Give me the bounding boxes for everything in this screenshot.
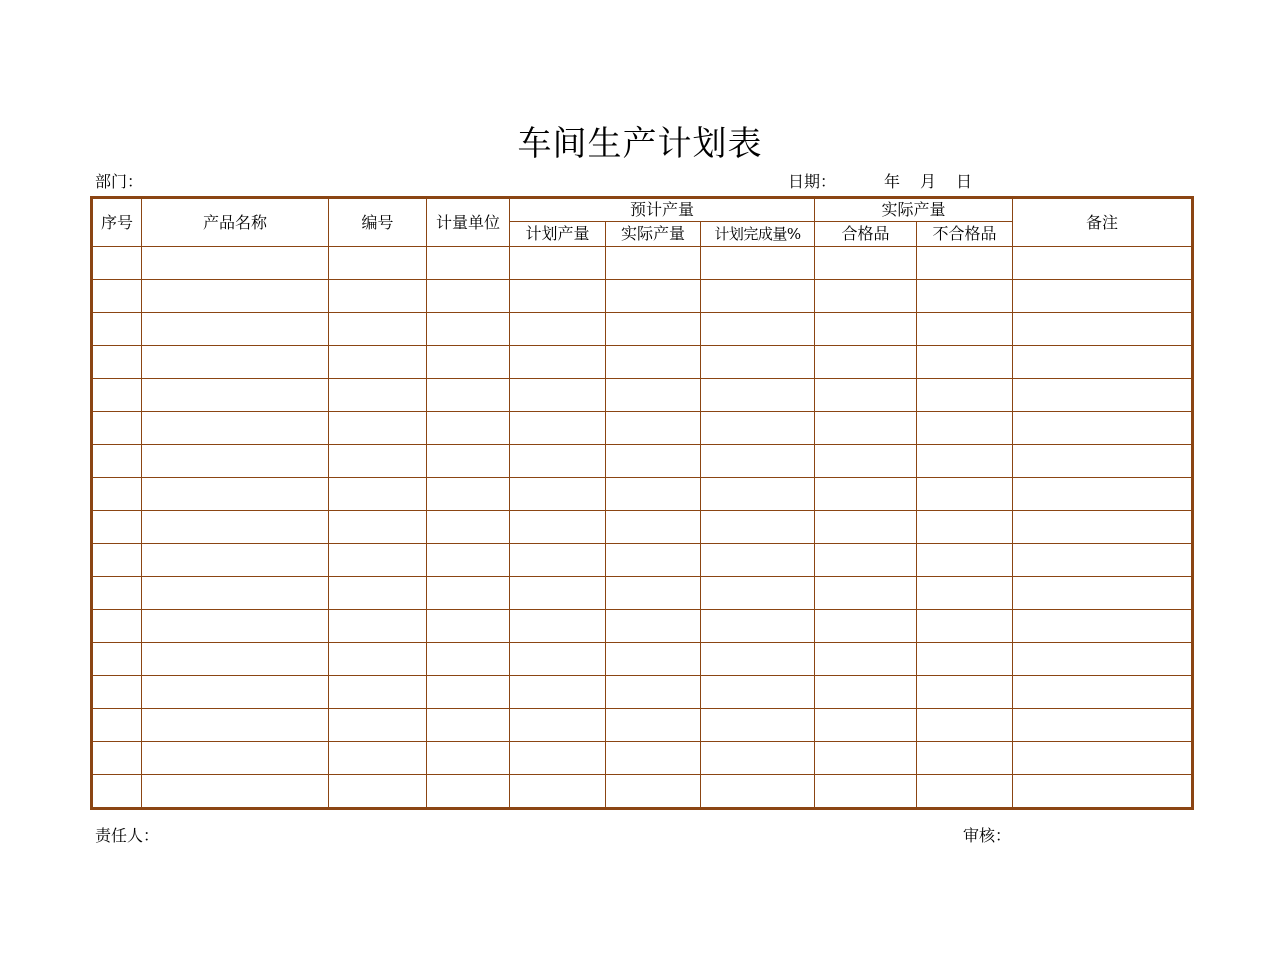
cell-product-name[interactable] xyxy=(142,742,329,775)
cell-unqualified[interactable] xyxy=(917,742,1013,775)
cell-completion-rate[interactable] xyxy=(701,445,815,478)
cell-unit[interactable] xyxy=(427,676,510,709)
cell-qualified[interactable] xyxy=(815,676,917,709)
cell-qualified[interactable] xyxy=(815,610,917,643)
cell-unit[interactable] xyxy=(427,346,510,379)
cell-remarks[interactable] xyxy=(1013,445,1193,478)
cell-unit[interactable] xyxy=(427,313,510,346)
cell-product-name[interactable] xyxy=(142,577,329,610)
cell-actual-output[interactable] xyxy=(606,379,701,412)
cell-completion-rate[interactable] xyxy=(701,676,815,709)
table-row xyxy=(92,775,1193,809)
cell-code[interactable] xyxy=(329,742,427,775)
table-row xyxy=(92,577,1193,610)
cell-qualified[interactable] xyxy=(815,775,917,809)
cell-unit[interactable] xyxy=(427,775,510,809)
header-remarks: 备注 xyxy=(1013,198,1193,247)
cell-planned-output[interactable] xyxy=(510,511,606,544)
cell-product-name[interactable] xyxy=(142,676,329,709)
cell-planned-output[interactable] xyxy=(510,709,606,742)
cell-actual-output[interactable] xyxy=(606,478,701,511)
cell-code[interactable] xyxy=(329,709,427,742)
owner-label: 责任人： xyxy=(95,826,160,845)
cell-code[interactable] xyxy=(329,346,427,379)
header-unqualified: 不合格品 xyxy=(917,222,1013,247)
cell-seq[interactable] xyxy=(92,643,142,676)
cell-completion-rate[interactable] xyxy=(701,412,815,445)
cell-remarks[interactable] xyxy=(1013,742,1193,775)
cell-remarks[interactable] xyxy=(1013,511,1193,544)
header-actual-output: 实际产量 xyxy=(606,222,701,247)
cell-seq[interactable] xyxy=(92,247,142,280)
cell-remarks[interactable] xyxy=(1013,313,1193,346)
cell-remarks[interactable] xyxy=(1013,775,1193,809)
header-planned-output: 计划产量 xyxy=(510,222,606,247)
cell-qualified[interactable] xyxy=(815,280,917,313)
cell-completion-rate[interactable] xyxy=(701,577,815,610)
cell-unqualified[interactable] xyxy=(917,313,1013,346)
cell-actual-output[interactable] xyxy=(606,247,701,280)
cell-unit[interactable] xyxy=(427,544,510,577)
cell-completion-rate[interactable] xyxy=(701,775,815,809)
review-label: 审核： xyxy=(963,826,1012,845)
cell-actual-output[interactable] xyxy=(606,412,701,445)
cell-completion-rate[interactable] xyxy=(701,709,815,742)
cell-seq[interactable] xyxy=(92,379,142,412)
cell-unqualified[interactable] xyxy=(917,544,1013,577)
cell-actual-output[interactable] xyxy=(606,643,701,676)
cell-seq[interactable] xyxy=(92,577,142,610)
cell-remarks[interactable] xyxy=(1013,676,1193,709)
cell-product-name[interactable] xyxy=(142,709,329,742)
cell-remarks[interactable] xyxy=(1013,643,1193,676)
cell-unit[interactable] xyxy=(427,709,510,742)
cell-unit[interactable] xyxy=(427,280,510,313)
cell-unqualified[interactable] xyxy=(917,577,1013,610)
cell-seq[interactable] xyxy=(92,313,142,346)
production-plan-table xyxy=(90,196,1194,810)
cell-code[interactable] xyxy=(329,544,427,577)
cell-product-name[interactable] xyxy=(142,511,329,544)
table-row xyxy=(92,511,1193,544)
cell-product-name[interactable] xyxy=(142,379,329,412)
month-label: 月 xyxy=(920,172,937,191)
day-label: 日 xyxy=(956,172,973,191)
header-completion-rate: 计划完成量% xyxy=(701,222,815,247)
cell-unqualified[interactable] xyxy=(917,775,1013,809)
cell-actual-output[interactable] xyxy=(606,742,701,775)
cell-planned-output[interactable] xyxy=(510,346,606,379)
cell-remarks[interactable] xyxy=(1013,544,1193,577)
header-actual-group: 实际产量 xyxy=(815,198,1013,222)
cell-unqualified[interactable] xyxy=(917,709,1013,742)
table-row xyxy=(92,313,1193,346)
cell-planned-output[interactable] xyxy=(510,280,606,313)
table-row xyxy=(92,643,1193,676)
cell-unqualified[interactable] xyxy=(917,676,1013,709)
cell-product-name[interactable] xyxy=(142,313,329,346)
cell-qualified[interactable] xyxy=(815,643,917,676)
cell-product-name[interactable] xyxy=(142,280,329,313)
cell-product-name[interactable] xyxy=(142,478,329,511)
cell-code[interactable] xyxy=(329,379,427,412)
table-row xyxy=(92,412,1193,445)
table-row xyxy=(92,247,1193,280)
header-unit: 计量单位 xyxy=(427,198,510,247)
cell-unqualified[interactable] xyxy=(917,379,1013,412)
cell-planned-output[interactable] xyxy=(510,445,606,478)
cell-actual-output[interactable] xyxy=(606,577,701,610)
cell-remarks[interactable] xyxy=(1013,577,1193,610)
cell-planned-output[interactable] xyxy=(510,643,606,676)
cell-actual-output[interactable] xyxy=(606,775,701,809)
cell-planned-output[interactable] xyxy=(510,742,606,775)
table-row xyxy=(92,610,1193,643)
cell-unit[interactable] xyxy=(427,742,510,775)
table-row xyxy=(92,478,1193,511)
cell-planned-output[interactable] xyxy=(510,412,606,445)
cell-product-name[interactable] xyxy=(142,346,329,379)
cell-remarks[interactable] xyxy=(1013,247,1193,280)
cell-seq[interactable] xyxy=(92,412,142,445)
cell-code[interactable] xyxy=(329,511,427,544)
cell-qualified[interactable] xyxy=(815,577,917,610)
cell-qualified[interactable] xyxy=(815,412,917,445)
header-planned-group: 预计产量 xyxy=(510,198,815,222)
cell-seq[interactable] xyxy=(92,544,142,577)
cell-product-name[interactable] xyxy=(142,643,329,676)
cell-unit[interactable] xyxy=(427,643,510,676)
cell-planned-output[interactable] xyxy=(510,313,606,346)
cell-code[interactable] xyxy=(329,610,427,643)
cell-remarks[interactable] xyxy=(1013,379,1193,412)
date-label: 日期： xyxy=(788,172,837,191)
cell-planned-output[interactable] xyxy=(510,544,606,577)
cell-completion-rate[interactable] xyxy=(701,511,815,544)
cell-planned-output[interactable] xyxy=(510,379,606,412)
table-row xyxy=(92,709,1193,742)
cell-code[interactable] xyxy=(329,577,427,610)
cell-qualified[interactable] xyxy=(815,379,917,412)
cell-planned-output[interactable] xyxy=(510,577,606,610)
cell-completion-rate[interactable] xyxy=(701,247,815,280)
date-field xyxy=(788,172,972,192)
cell-qualified[interactable] xyxy=(815,544,917,577)
cell-seq[interactable] xyxy=(92,511,142,544)
table-row xyxy=(92,445,1193,478)
cell-unit[interactable] xyxy=(427,610,510,643)
cell-code[interactable] xyxy=(329,313,427,346)
cell-completion-rate[interactable] xyxy=(701,313,815,346)
department-label: 部门： xyxy=(95,172,144,191)
cell-seq[interactable] xyxy=(92,775,142,809)
cell-unqualified[interactable] xyxy=(917,478,1013,511)
cell-seq[interactable] xyxy=(92,742,142,775)
cell-qualified[interactable] xyxy=(815,346,917,379)
cell-code[interactable] xyxy=(329,280,427,313)
page-title: 车间生产计划表 xyxy=(517,124,763,164)
table-row xyxy=(92,346,1193,379)
cell-unqualified[interactable] xyxy=(917,511,1013,544)
header-qualified: 合格品 xyxy=(815,222,917,247)
cell-actual-output[interactable] xyxy=(606,445,701,478)
cell-planned-output[interactable] xyxy=(510,247,606,280)
cell-unit[interactable] xyxy=(427,247,510,280)
cell-code[interactable] xyxy=(329,247,427,280)
cell-unqualified[interactable] xyxy=(917,346,1013,379)
cell-product-name[interactable] xyxy=(142,775,329,809)
cell-remarks[interactable] xyxy=(1013,346,1193,379)
cell-unit[interactable] xyxy=(427,379,510,412)
cell-completion-rate[interactable] xyxy=(701,610,815,643)
cell-qualified[interactable] xyxy=(815,742,917,775)
cell-qualified[interactable] xyxy=(815,313,917,346)
table-row xyxy=(92,280,1193,313)
cell-seq[interactable] xyxy=(92,478,142,511)
cell-qualified[interactable] xyxy=(815,478,917,511)
cell-remarks[interactable] xyxy=(1013,478,1193,511)
cell-actual-output[interactable] xyxy=(606,676,701,709)
cell-code[interactable] xyxy=(329,676,427,709)
cell-actual-output[interactable] xyxy=(606,313,701,346)
cell-code[interactable] xyxy=(329,445,427,478)
table-row xyxy=(92,676,1193,709)
table-body xyxy=(92,247,1193,809)
cell-code[interactable] xyxy=(329,478,427,511)
cell-actual-output[interactable] xyxy=(606,709,701,742)
cell-qualified[interactable] xyxy=(815,511,917,544)
cell-planned-output[interactable] xyxy=(510,775,606,809)
cell-product-name[interactable] xyxy=(142,412,329,445)
cell-unit[interactable] xyxy=(427,577,510,610)
cell-product-name[interactable] xyxy=(142,247,329,280)
cell-actual-output[interactable] xyxy=(606,280,701,313)
cell-product-name[interactable] xyxy=(142,445,329,478)
cell-unit[interactable] xyxy=(427,445,510,478)
cell-unqualified[interactable] xyxy=(917,280,1013,313)
cell-completion-rate[interactable] xyxy=(701,544,815,577)
cell-actual-output[interactable] xyxy=(606,544,701,577)
cell-completion-rate[interactable] xyxy=(701,379,815,412)
table-row xyxy=(92,544,1193,577)
cell-actual-output[interactable] xyxy=(606,511,701,544)
cell-unqualified[interactable] xyxy=(917,412,1013,445)
year-label: 年 xyxy=(884,172,901,191)
cell-planned-output[interactable] xyxy=(510,676,606,709)
cell-completion-rate[interactable] xyxy=(701,478,815,511)
cell-qualified[interactable] xyxy=(815,445,917,478)
cell-unqualified[interactable] xyxy=(917,247,1013,280)
cell-completion-rate[interactable] xyxy=(701,280,815,313)
cell-product-name[interactable] xyxy=(142,610,329,643)
cell-completion-rate[interactable] xyxy=(701,742,815,775)
header-seq: 序号 xyxy=(92,198,142,247)
cell-code[interactable] xyxy=(329,643,427,676)
cell-unqualified[interactable] xyxy=(917,610,1013,643)
cell-completion-rate[interactable] xyxy=(701,346,815,379)
cell-seq[interactable] xyxy=(92,709,142,742)
cell-planned-output[interactable] xyxy=(510,610,606,643)
cell-unit[interactable] xyxy=(427,478,510,511)
cell-remarks[interactable] xyxy=(1013,610,1193,643)
cell-unqualified[interactable] xyxy=(917,445,1013,478)
cell-remarks[interactable] xyxy=(1013,709,1193,742)
cell-seq[interactable] xyxy=(92,610,142,643)
table-row xyxy=(92,379,1193,412)
cell-product-name[interactable] xyxy=(142,544,329,577)
cell-code[interactable] xyxy=(329,412,427,445)
cell-actual-output[interactable] xyxy=(606,610,701,643)
header-row-1 xyxy=(92,198,1193,222)
cell-unqualified[interactable] xyxy=(917,643,1013,676)
cell-planned-output[interactable] xyxy=(510,478,606,511)
cell-completion-rate[interactable] xyxy=(701,643,815,676)
cell-qualified[interactable] xyxy=(815,709,917,742)
cell-actual-output[interactable] xyxy=(606,346,701,379)
table-row xyxy=(92,742,1193,775)
cell-seq[interactable] xyxy=(92,346,142,379)
cell-seq[interactable] xyxy=(92,280,142,313)
cell-remarks[interactable] xyxy=(1013,280,1193,313)
cell-qualified[interactable] xyxy=(815,247,917,280)
cell-unit[interactable] xyxy=(427,511,510,544)
cell-seq[interactable] xyxy=(92,676,142,709)
cell-unit[interactable] xyxy=(427,412,510,445)
cell-remarks[interactable] xyxy=(1013,412,1193,445)
cell-code[interactable] xyxy=(329,775,427,809)
header-product-name: 产品名称 xyxy=(142,198,329,247)
cell-seq[interactable] xyxy=(92,445,142,478)
header-code: 编号 xyxy=(329,198,427,247)
